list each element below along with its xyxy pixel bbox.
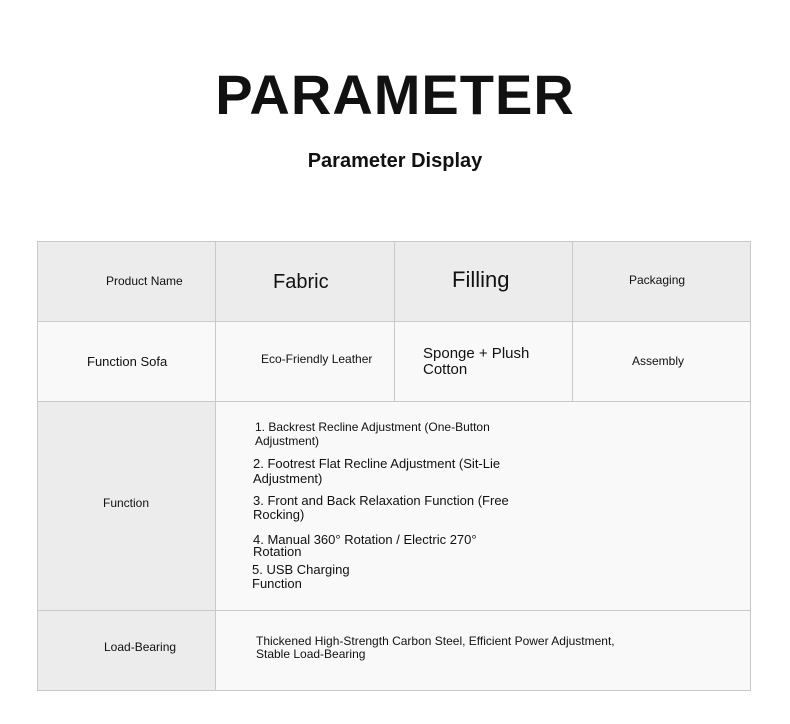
load-bearing-value-line2: Stable Load-Bearing	[256, 647, 366, 661]
filling-value-line1: Sponge + Plush	[423, 345, 530, 362]
function-item-3-line1: 3. Front and Back Relaxation Function (Free	[253, 493, 509, 508]
load-bearing-label: Load-Bearing	[104, 640, 177, 654]
packaging-header: Packaging	[629, 273, 686, 287]
product-name-value: Function Sofa	[87, 354, 168, 369]
filling-value-line2: Cotton	[423, 361, 468, 378]
function-item-1-line1: 1. Backrest Recline Adjustment (One-Button	[255, 420, 490, 434]
product-name-label: Product Name	[106, 274, 183, 288]
function-item-2-line1: 2. Footrest Flat Recline Adjustment (Sit-Lie	[253, 456, 501, 471]
page-title: PARAMETER	[215, 63, 575, 126]
function-label: Function	[103, 496, 150, 510]
function-item-4-line1: 4. Manual 360° Rotation / Electric 270°	[253, 532, 477, 547]
fabric-header: Fabric	[273, 271, 329, 293]
fabric-value: Eco-Friendly Leather	[261, 352, 373, 366]
load-bearing-value-line1: Thickened High-Strength Carbon Steel, Efficient Power Adjustment,	[256, 634, 615, 648]
function-item-4-line2: Rotation	[253, 544, 302, 559]
packaging-value: Assembly	[632, 354, 685, 368]
page-subtitle: Parameter Display	[307, 150, 483, 172]
function-item-1-line2: Adjustment)	[255, 434, 320, 448]
function-item-5-line1: 5. USB Charging	[252, 562, 350, 577]
function-item-5-line2: Function	[252, 576, 302, 591]
function-item-3-line2: Rocking)	[253, 507, 305, 522]
filling-header: Filling	[452, 267, 510, 292]
function-item-2-line2: Adjustment)	[253, 471, 323, 486]
